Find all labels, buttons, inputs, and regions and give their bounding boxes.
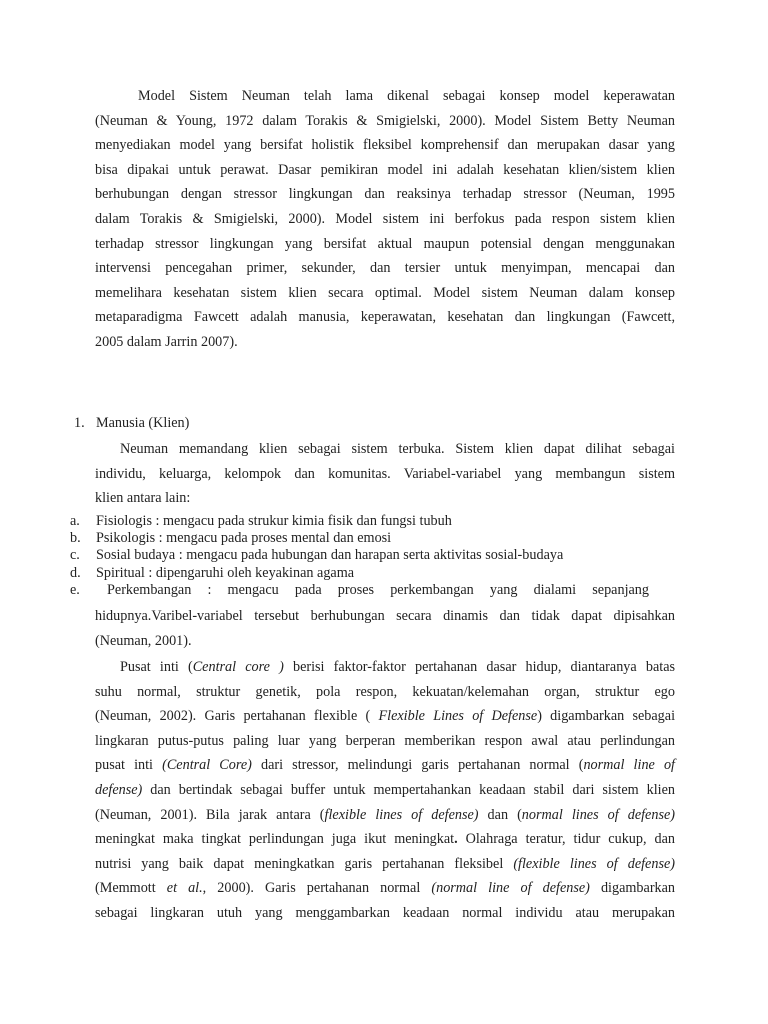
- list-item-text: Spiritual : dipengaruhi oleh keyakinan agama: [96, 564, 355, 581]
- text-run: , 2000). Garis pertahanan normal: [202, 880, 432, 897]
- text-run: ) digambarkan sebagai: [537, 708, 676, 725]
- list-marker: a.: [70, 513, 80, 529]
- italic-term: et al.: [166, 880, 203, 897]
- text-run: (Neuman, 2001). Bila jarak antara (: [95, 806, 325, 823]
- intro-line: menyediakan model yang bersifat holistik fleksibel komprehensif dan merupakan dasar yang: [95, 137, 675, 154]
- italic-term: (flexible lines of defense): [513, 855, 675, 872]
- text-run: digambarkan: [589, 880, 676, 897]
- pusat-inti-paragraph: [95, 655, 675, 926]
- pusat-line: [95, 753, 675, 778]
- intro-line: 2005 dalam Jarrin 2007).: [95, 333, 238, 350]
- list-marker: d.: [70, 564, 81, 581]
- item-e-line: hidupnya.Varibel-variabel tersebut berhubungan secara dinamis dan tidak dapat dipisahkan: [95, 608, 675, 624]
- bold-run: .: [454, 831, 458, 848]
- list-item: [70, 547, 676, 564]
- pusat-line: [95, 827, 675, 852]
- intro-line: Model Sistem Neuman telah lama dikenal sebagai konsep model keperawatan: [138, 88, 675, 104]
- pusat-line: [95, 704, 675, 729]
- pusat-line: lingkaran putus-putus paling luar yang berperan memberikan respon awal atau perlindungan: [95, 732, 675, 749]
- pusat-line: [95, 655, 675, 680]
- manusia-line: Neuman memandang klien sebagai sistem terbuka. Sistem klien dapat dilihat sebagai: [120, 441, 675, 457]
- list-marker: e.: [70, 581, 80, 598]
- intro-paragraph: [95, 84, 675, 355]
- intro-line: intervensi pencegahan primer, sekunder, dan tersier untuk menyimpan, mencapai dan: [95, 260, 675, 277]
- text-run: nutrisi yang baik dapat meningkatkan garis pertahanan fleksibel: [95, 855, 514, 872]
- list-marker: b.: [70, 530, 81, 547]
- manusia-paragraph: [95, 437, 675, 511]
- item-e-line: (Neuman, 2001).: [95, 632, 192, 649]
- italic-term: (Central Core): [162, 757, 252, 774]
- list-item-text: Psikologis : mengacu pada proses mental dan emosi: [96, 530, 392, 547]
- list-item: [70, 565, 676, 582]
- text-run: Pusat inti (: [120, 659, 193, 675]
- text-run: dari stressor, melindungi garis pertahanan normal (: [251, 757, 584, 774]
- list-item: [70, 530, 676, 547]
- italic-term: flexible lines of defense): [324, 806, 479, 823]
- intro-line: bisa dipakai untuk perawat. Dasar pemikiran model ini adalah kesehatan klien/sistem klien: [95, 161, 675, 178]
- intro-line: metaparadigma Fawcett adalah manusia, keperawatan, kesehatan dan lingkungan (Fawcett,: [95, 309, 675, 326]
- list-item-text: Sosial budaya : mengacu pada hubungan dan harapan serta aktivitas sosial-budaya: [96, 547, 564, 564]
- pusat-line: suhu normal, struktur genetik, pola respon, kekuatan/kelemahan organ, struktur ego: [95, 683, 675, 700]
- list-item: [70, 582, 649, 599]
- manusia-line: individu, keluarga, kelompok dan komunitas. Variabel-variabel yang membangun sistem: [95, 465, 675, 482]
- intro-line: terhadap stressor lingkungan yang bersifat aktual maupun potensial dengan menggunakan: [95, 235, 675, 252]
- text-run: Olahraga teratur, tidur cukup, dan: [457, 831, 675, 848]
- italic-term: normal lines of defense): [521, 806, 675, 823]
- list-item: [70, 513, 676, 530]
- text-run: pusat inti: [95, 757, 163, 774]
- section-heading-manusia: [74, 412, 189, 434]
- variable-list: [70, 513, 676, 599]
- list-marker: c.: [70, 547, 80, 564]
- intro-line: (Neuman & Young, 1972 dalam Torakis & Smigielski, 2000). Model Sistem Betty Neuman: [95, 112, 675, 129]
- intro-line: berhubungan dengan stressor lingkungan dan reaksinya terhadap stressor (Neuman, 1995: [95, 186, 675, 203]
- pusat-line: [95, 852, 675, 877]
- italic-term: Flexible Lines of Defense: [378, 708, 538, 725]
- section-title: Manusia (Klien): [96, 415, 190, 431]
- list-item-text: Perkembangan : mengacu pada proses perkembangan yang dialami sepanjang: [107, 581, 649, 598]
- item-e-continuation: [95, 604, 675, 653]
- manusia-line: klien antara lain:: [95, 490, 191, 507]
- intro-line: dalam Torakis & Smigielski, 2000). Model sistem ini berfokus pada respon sistem klien: [95, 210, 675, 227]
- text-run: meningkat maka tingkat perlindungan juga ikut meningkat: [95, 831, 455, 848]
- italic-term: Central core ): [192, 659, 284, 675]
- pusat-line: [95, 876, 675, 901]
- italic-term: normal line of: [583, 757, 675, 774]
- text-run: (Neuman, 2002). Garis pertahanan flexible (: [95, 708, 379, 725]
- pusat-line: [95, 778, 675, 803]
- pusat-line: sebagai lingkaran utuh yang menggambarkan keadaan normal individu atau merupakan: [95, 904, 675, 921]
- italic-term: defense): [95, 781, 143, 798]
- text-run: dan bertindak sebagai buffer untuk mempertahankan keadaan stabil dari sistem klien: [142, 781, 675, 798]
- text-run: dan (: [478, 806, 522, 823]
- text-run: (Memmott: [95, 880, 167, 897]
- italic-term: (normal line of defense): [431, 880, 590, 897]
- intro-line: memelihara kesehatan sistem klien secara optimal. Model sistem Neuman dalam konsep: [95, 284, 675, 301]
- pusat-line: [95, 803, 675, 828]
- list-item-text: Fisiologis : mengacu pada strukur kimia fisik dan fungsi tubuh: [96, 513, 452, 529]
- section-number: 1.: [74, 415, 85, 431]
- text-run: berisi faktor-faktor pertahanan dasar hidup, diantaranya batas: [283, 659, 676, 675]
